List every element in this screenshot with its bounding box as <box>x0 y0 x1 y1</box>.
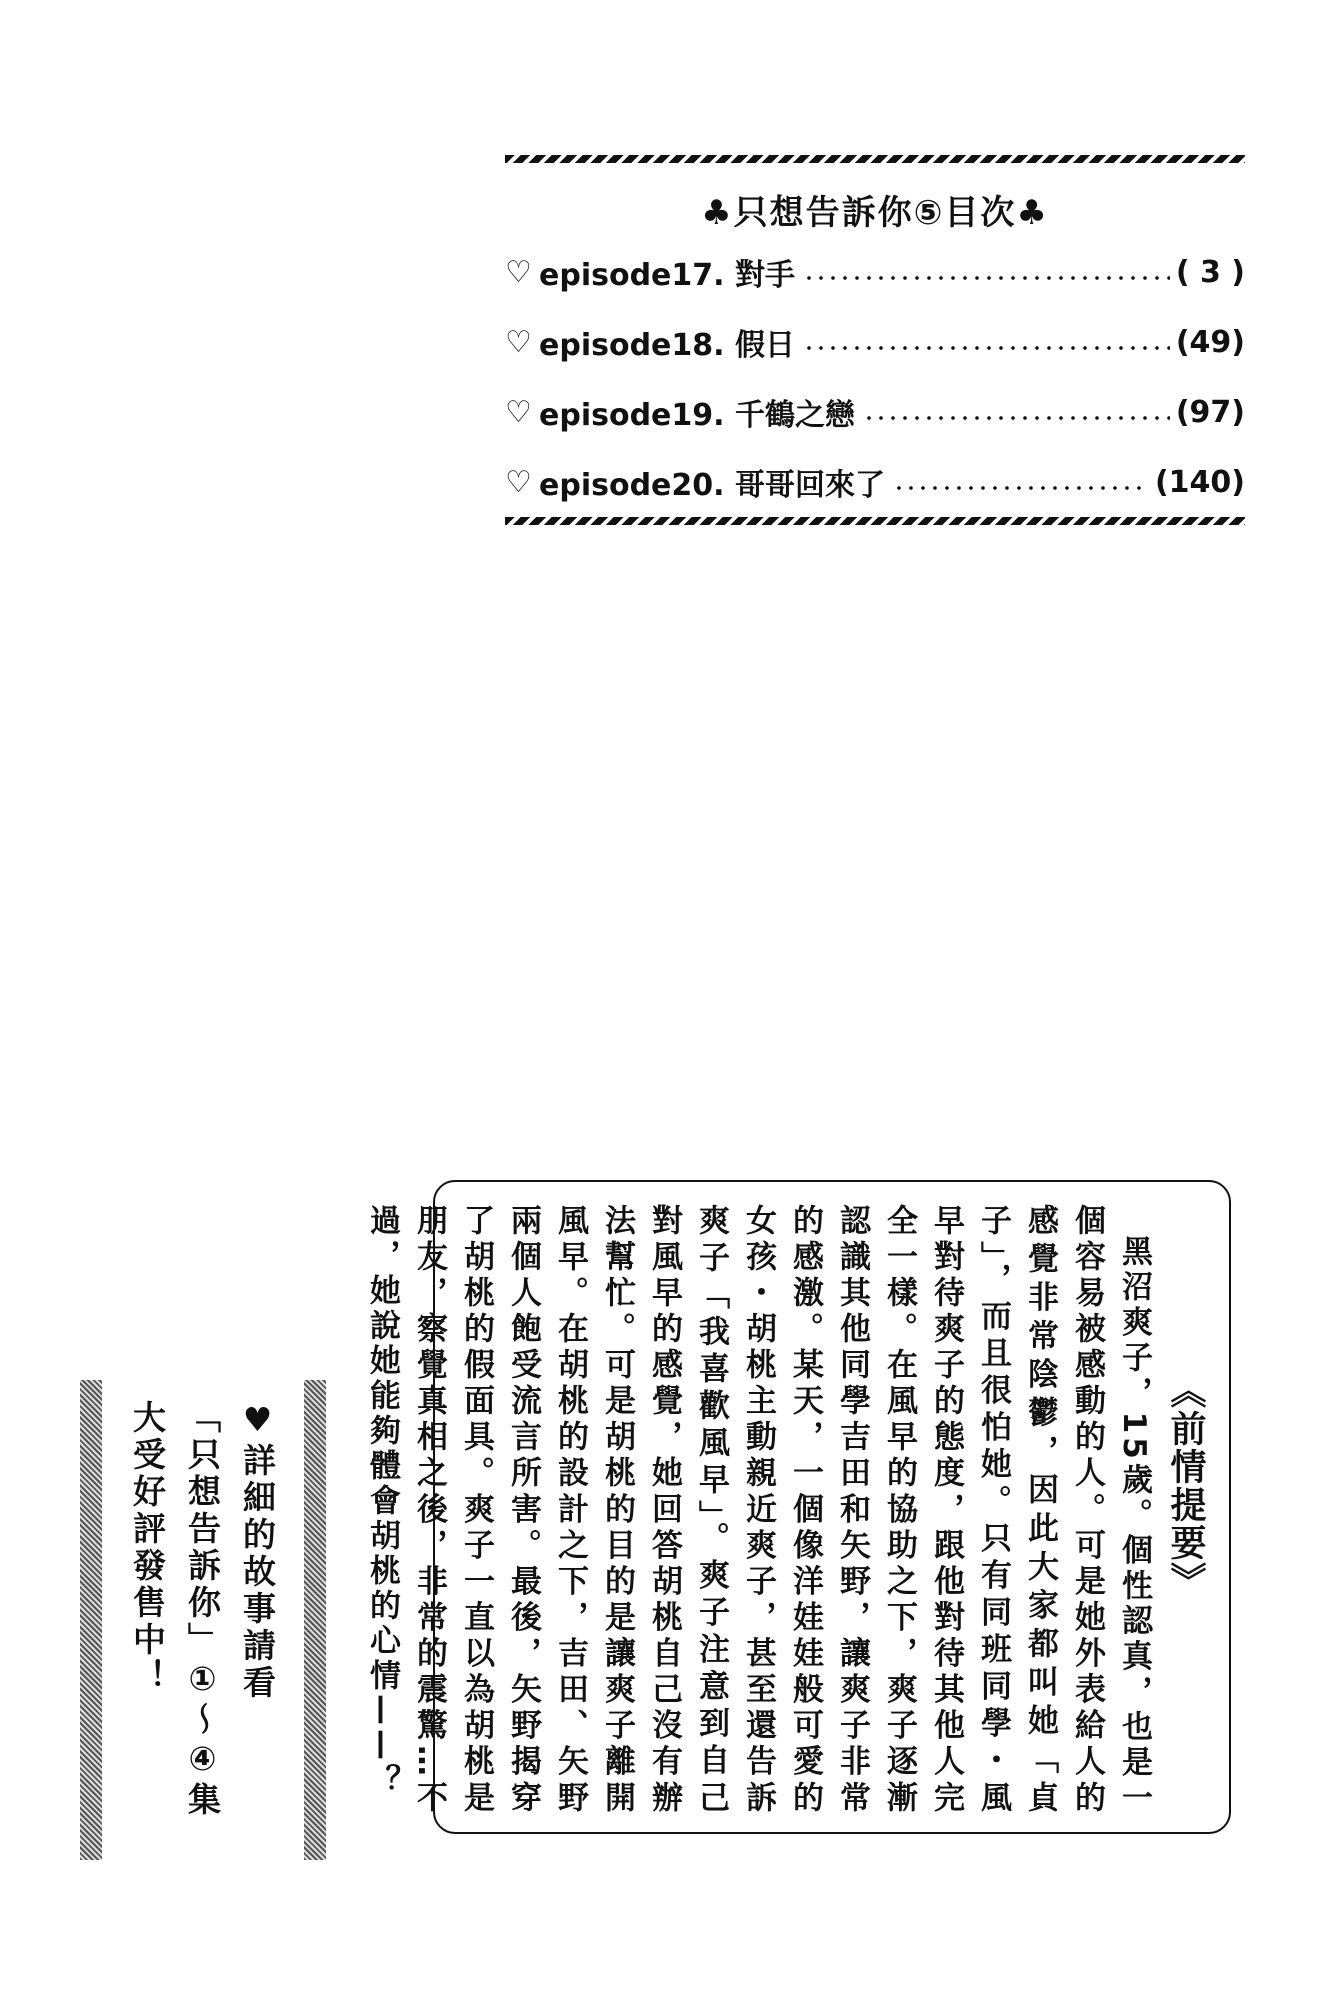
toc-entry <box>505 250 1245 294</box>
dot-leader <box>893 486 1149 490</box>
toc-entry <box>505 320 1245 364</box>
promo-block <box>80 1380 335 1860</box>
dot-leader <box>803 346 1170 350</box>
toc-entry-page: (97) <box>1175 394 1245 430</box>
toc-entry <box>505 460 1245 504</box>
summary-box <box>364 1180 1231 1834</box>
heart-outline-icon: ♡ <box>505 254 532 290</box>
dot-leader <box>863 416 1170 420</box>
table-of-contents <box>505 155 1245 530</box>
decorative-border-top <box>505 155 1245 163</box>
toc-entry <box>505 390 1245 434</box>
toc-entry-label: episode18. 假日 <box>539 328 795 363</box>
toc-entry-page: (140) <box>1154 464 1245 500</box>
hatch-bar-left <box>80 1380 102 1860</box>
toc-entry-label: episode20. 哥哥回來了 <box>539 468 885 503</box>
summary-body: 黑沼爽子，15歲。個性認真，也是一個容易被感動的人。可是她外表給人的感覺非常陰鬱，因此大家都叫她「貞子」，而且很怕她。只有同班同學・風早對待爽子的態度，跟他對待其他人完全一樣。在風早的協助之下，爽子逐漸認識其他同學吉田和矢野，讓爽子非常的感激。某天，一個像洋娃娃般可愛的女孩・胡桃主動親近爽子，甚至還告訴爽子「我喜歡風早」。爽子注意到自己對風早的感覺，她回答胡桃自己沒有辦法幫忙。可是胡桃的目的是讓爽子離開風早。在胡桃的設計之下，吉田、矢野兩個人飽受流言所害。最後，矢野揭穿了胡桃的假面具。爽子一直以為胡桃是朋友，察覺真相之後，非常的震驚…不過，她說她能夠體會胡桃的心情——？ <box>364 1204 1152 1816</box>
toc-title: ♣只想告訴你⑤目次♣ <box>701 193 1049 233</box>
heart-outline-icon: ♡ <box>505 394 532 430</box>
promo-line-1: ♥詳細的故事請看 <box>238 1400 277 1702</box>
promo-line-3: 大受好評發售中！ <box>128 1400 167 1696</box>
hatch-bar-right <box>304 1380 326 1860</box>
toc-entry-page: ( 3 ) <box>1175 254 1245 290</box>
toc-entry-page: (49) <box>1175 324 1245 360</box>
summary-title: 《前情提要》 <box>1165 1372 1206 1600</box>
heart-outline-icon: ♡ <box>505 464 532 500</box>
dot-leader <box>803 276 1170 280</box>
heart-outline-icon: ♡ <box>505 324 532 360</box>
toc-entry-label: episode19. 千鶴之戀 <box>539 398 855 433</box>
decorative-border-bottom <box>505 517 1245 525</box>
promo-line-2: 「只想告訴你」①～④集 <box>183 1400 222 1819</box>
toc-entry-label: episode17. 對手 <box>539 258 795 293</box>
promo-text <box>120 1400 285 1819</box>
